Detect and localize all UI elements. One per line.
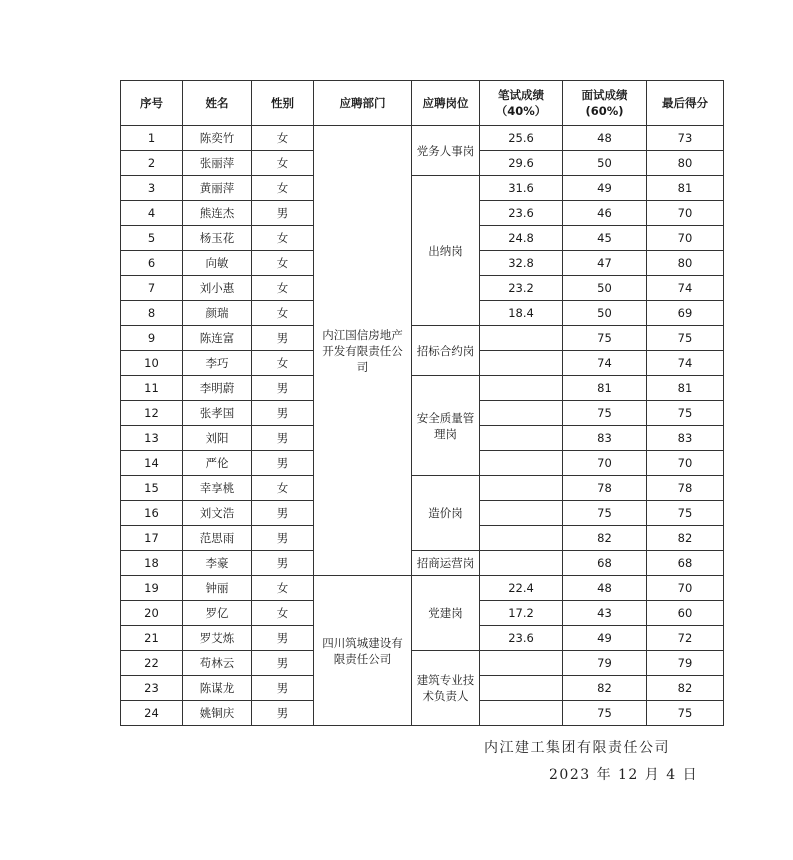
cell-written-score: 24.8 <box>480 226 563 251</box>
cell-name: 钟丽 <box>183 576 252 601</box>
cell-final-score: 70 <box>647 201 724 226</box>
cell-final-score: 60 <box>647 601 724 626</box>
cell-gender: 男 <box>252 376 314 401</box>
cell-written-score: 25.6 <box>480 126 563 151</box>
cell-interview-score: 49 <box>563 626 647 651</box>
cell-gender: 男 <box>252 701 314 726</box>
cell-name: 陈连富 <box>183 326 252 351</box>
cell-final-score: 80 <box>647 151 724 176</box>
cell-position: 党建岗 <box>412 576 480 651</box>
header-interview-line1: 面试成绩 <box>581 88 628 102</box>
cell-name: 颜瑞 <box>183 301 252 326</box>
cell-final-score: 75 <box>647 501 724 526</box>
cell-department: 内江国信房地产开发有限责任公司 <box>314 126 412 576</box>
cell-interview-score: 74 <box>563 351 647 376</box>
cell-name: 李巧 <box>183 351 252 376</box>
cell-written-score <box>480 326 563 351</box>
cell-department: 四川筑城建设有限责任公司 <box>314 576 412 726</box>
cell-final-score: 82 <box>647 676 724 701</box>
cell-seq: 4 <box>121 201 183 226</box>
cell-seq: 6 <box>121 251 183 276</box>
cell-seq: 3 <box>121 176 183 201</box>
cell-gender: 男 <box>252 401 314 426</box>
cell-gender: 女 <box>252 576 314 601</box>
cell-position: 招商运营岗 <box>412 551 480 576</box>
cell-interview-score: 78 <box>563 476 647 501</box>
cell-final-score: 78 <box>647 476 724 501</box>
cell-written-score: 23.6 <box>480 201 563 226</box>
cell-position: 党务人事岗 <box>412 126 480 176</box>
cell-name: 严伦 <box>183 451 252 476</box>
cell-seq: 8 <box>121 301 183 326</box>
cell-written-score <box>480 701 563 726</box>
table-row <box>121 126 724 151</box>
cell-gender: 男 <box>252 201 314 226</box>
cell-interview-score: 82 <box>563 526 647 551</box>
cell-written-score <box>480 376 563 401</box>
cell-interview-score: 68 <box>563 551 647 576</box>
table-row <box>121 651 724 676</box>
cell-name: 李明蔚 <box>183 376 252 401</box>
cell-written-score: 23.6 <box>480 626 563 651</box>
cell-final-score: 75 <box>647 326 724 351</box>
header-seq: 序号 <box>121 81 183 126</box>
header-final-score: 最后得分 <box>647 81 724 126</box>
cell-gender: 女 <box>252 276 314 301</box>
cell-seq: 13 <box>121 426 183 451</box>
cell-gender: 女 <box>252 476 314 501</box>
table-body <box>121 126 724 726</box>
cell-gender: 女 <box>252 301 314 326</box>
header-written-line1: 笔试成绩 <box>498 88 544 102</box>
cell-written-score <box>480 501 563 526</box>
cell-written-score: 29.6 <box>480 151 563 176</box>
cell-written-score <box>480 351 563 376</box>
table-row <box>121 551 724 576</box>
cell-interview-score: 75 <box>563 701 647 726</box>
cell-gender: 男 <box>252 451 314 476</box>
cell-written-score <box>480 551 563 576</box>
cell-gender: 女 <box>252 151 314 176</box>
cell-interview-score: 79 <box>563 651 647 676</box>
cell-written-score <box>480 651 563 676</box>
cell-gender: 女 <box>252 126 314 151</box>
cell-seq: 23 <box>121 676 183 701</box>
cell-name: 张丽萍 <box>183 151 252 176</box>
cell-name: 向敏 <box>183 251 252 276</box>
cell-gender: 女 <box>252 251 314 276</box>
cell-written-score: 22.4 <box>480 576 563 601</box>
cell-interview-score: 50 <box>563 276 647 301</box>
cell-final-score: 74 <box>647 351 724 376</box>
cell-interview-score: 75 <box>563 401 647 426</box>
header-name: 姓名 <box>183 81 252 126</box>
cell-name: 罗艾炼 <box>183 626 252 651</box>
cell-final-score: 75 <box>647 701 724 726</box>
header-gender: 性别 <box>252 81 314 126</box>
cell-written-score <box>480 526 563 551</box>
header-written-score <box>480 81 563 126</box>
cell-interview-score: 82 <box>563 676 647 701</box>
issuing-company: 内江建工集团有限责任公司 <box>484 740 670 756</box>
cell-name: 苟林云 <box>183 651 252 676</box>
cell-gender: 女 <box>252 226 314 251</box>
cell-name: 李豪 <box>183 551 252 576</box>
cell-final-score: 81 <box>647 176 724 201</box>
cell-final-score: 74 <box>647 276 724 301</box>
cell-name: 刘小惠 <box>183 276 252 301</box>
cell-gender: 女 <box>252 601 314 626</box>
cell-interview-score: 75 <box>563 501 647 526</box>
cell-name: 刘文浩 <box>183 501 252 526</box>
cell-seq: 12 <box>121 401 183 426</box>
cell-interview-score: 45 <box>563 226 647 251</box>
cell-seq: 14 <box>121 451 183 476</box>
cell-interview-score: 81 <box>563 376 647 401</box>
cell-gender: 男 <box>252 651 314 676</box>
table-row <box>121 176 724 201</box>
cell-seq: 2 <box>121 151 183 176</box>
cell-interview-score: 49 <box>563 176 647 201</box>
cell-gender: 女 <box>252 176 314 201</box>
cell-seq: 10 <box>121 351 183 376</box>
cell-name: 幸享桃 <box>183 476 252 501</box>
cell-written-score: 32.8 <box>480 251 563 276</box>
cell-name: 姚铜庆 <box>183 701 252 726</box>
cell-seq: 20 <box>121 601 183 626</box>
cell-final-score: 73 <box>647 126 724 151</box>
cell-seq: 18 <box>121 551 183 576</box>
cell-interview-score: 50 <box>563 301 647 326</box>
cell-position: 建筑专业技术负责人 <box>412 651 480 726</box>
cell-name: 刘阳 <box>183 426 252 451</box>
cell-seq: 21 <box>121 626 183 651</box>
table-row <box>121 376 724 401</box>
cell-gender: 男 <box>252 551 314 576</box>
table-row <box>121 326 724 351</box>
cell-name: 黄丽萍 <box>183 176 252 201</box>
cell-interview-score: 50 <box>563 151 647 176</box>
cell-written-score <box>480 676 563 701</box>
score-table <box>120 80 724 726</box>
cell-gender: 男 <box>252 676 314 701</box>
cell-written-score <box>480 401 563 426</box>
cell-seq: 5 <box>121 226 183 251</box>
cell-name: 范思雨 <box>183 526 252 551</box>
header-interview-line2: (60%) <box>585 104 624 118</box>
cell-interview-score: 83 <box>563 426 647 451</box>
cell-written-score <box>480 476 563 501</box>
cell-interview-score: 48 <box>563 576 647 601</box>
cell-seq: 24 <box>121 701 183 726</box>
table-row <box>121 576 724 601</box>
cell-written-score: 31.6 <box>480 176 563 201</box>
cell-seq: 22 <box>121 651 183 676</box>
issue-date: 2023 年 12 月 4 日 <box>549 767 699 783</box>
cell-final-score: 69 <box>647 301 724 326</box>
cell-written-score: 23.2 <box>480 276 563 301</box>
cell-final-score: 68 <box>647 551 724 576</box>
table-row <box>121 476 724 501</box>
cell-seq: 7 <box>121 276 183 301</box>
cell-seq: 11 <box>121 376 183 401</box>
cell-final-score: 75 <box>647 401 724 426</box>
header-department: 应聘部门 <box>314 81 412 126</box>
cell-gender: 男 <box>252 426 314 451</box>
cell-gender: 男 <box>252 626 314 651</box>
cell-final-score: 70 <box>647 576 724 601</box>
cell-position: 安全质量管理岗 <box>412 376 480 476</box>
cell-final-score: 72 <box>647 626 724 651</box>
cell-final-score: 81 <box>647 376 724 401</box>
cell-name: 杨玉花 <box>183 226 252 251</box>
cell-name: 熊连杰 <box>183 201 252 226</box>
cell-interview-score: 47 <box>563 251 647 276</box>
cell-interview-score: 48 <box>563 126 647 151</box>
cell-name: 陈奕竹 <box>183 126 252 151</box>
cell-seq: 15 <box>121 476 183 501</box>
cell-written-score <box>480 451 563 476</box>
cell-final-score: 79 <box>647 651 724 676</box>
cell-seq: 17 <box>121 526 183 551</box>
cell-position: 造价岗 <box>412 476 480 551</box>
cell-name: 陈谋龙 <box>183 676 252 701</box>
cell-name: 罗亿 <box>183 601 252 626</box>
cell-interview-score: 75 <box>563 326 647 351</box>
cell-position: 出纳岗 <box>412 176 480 326</box>
cell-final-score: 70 <box>647 451 724 476</box>
cell-position: 招标合约岗 <box>412 326 480 376</box>
cell-name: 张孝国 <box>183 401 252 426</box>
cell-gender: 男 <box>252 501 314 526</box>
cell-final-score: 80 <box>647 251 724 276</box>
cell-seq: 1 <box>121 126 183 151</box>
cell-final-score: 70 <box>647 226 724 251</box>
cell-interview-score: 46 <box>563 201 647 226</box>
cell-written-score <box>480 426 563 451</box>
cell-seq: 19 <box>121 576 183 601</box>
header-interview-score <box>563 81 647 126</box>
header-written-line2: （40%） <box>495 104 547 118</box>
cell-gender: 女 <box>252 351 314 376</box>
header-position: 应聘岗位 <box>412 81 480 126</box>
cell-interview-score: 70 <box>563 451 647 476</box>
cell-final-score: 83 <box>647 426 724 451</box>
cell-written-score: 18.4 <box>480 301 563 326</box>
table-header <box>121 81 724 126</box>
cell-gender: 男 <box>252 526 314 551</box>
cell-final-score: 82 <box>647 526 724 551</box>
cell-seq: 9 <box>121 326 183 351</box>
cell-interview-score: 43 <box>563 601 647 626</box>
cell-gender: 男 <box>252 326 314 351</box>
cell-seq: 16 <box>121 501 183 526</box>
cell-written-score: 17.2 <box>480 601 563 626</box>
